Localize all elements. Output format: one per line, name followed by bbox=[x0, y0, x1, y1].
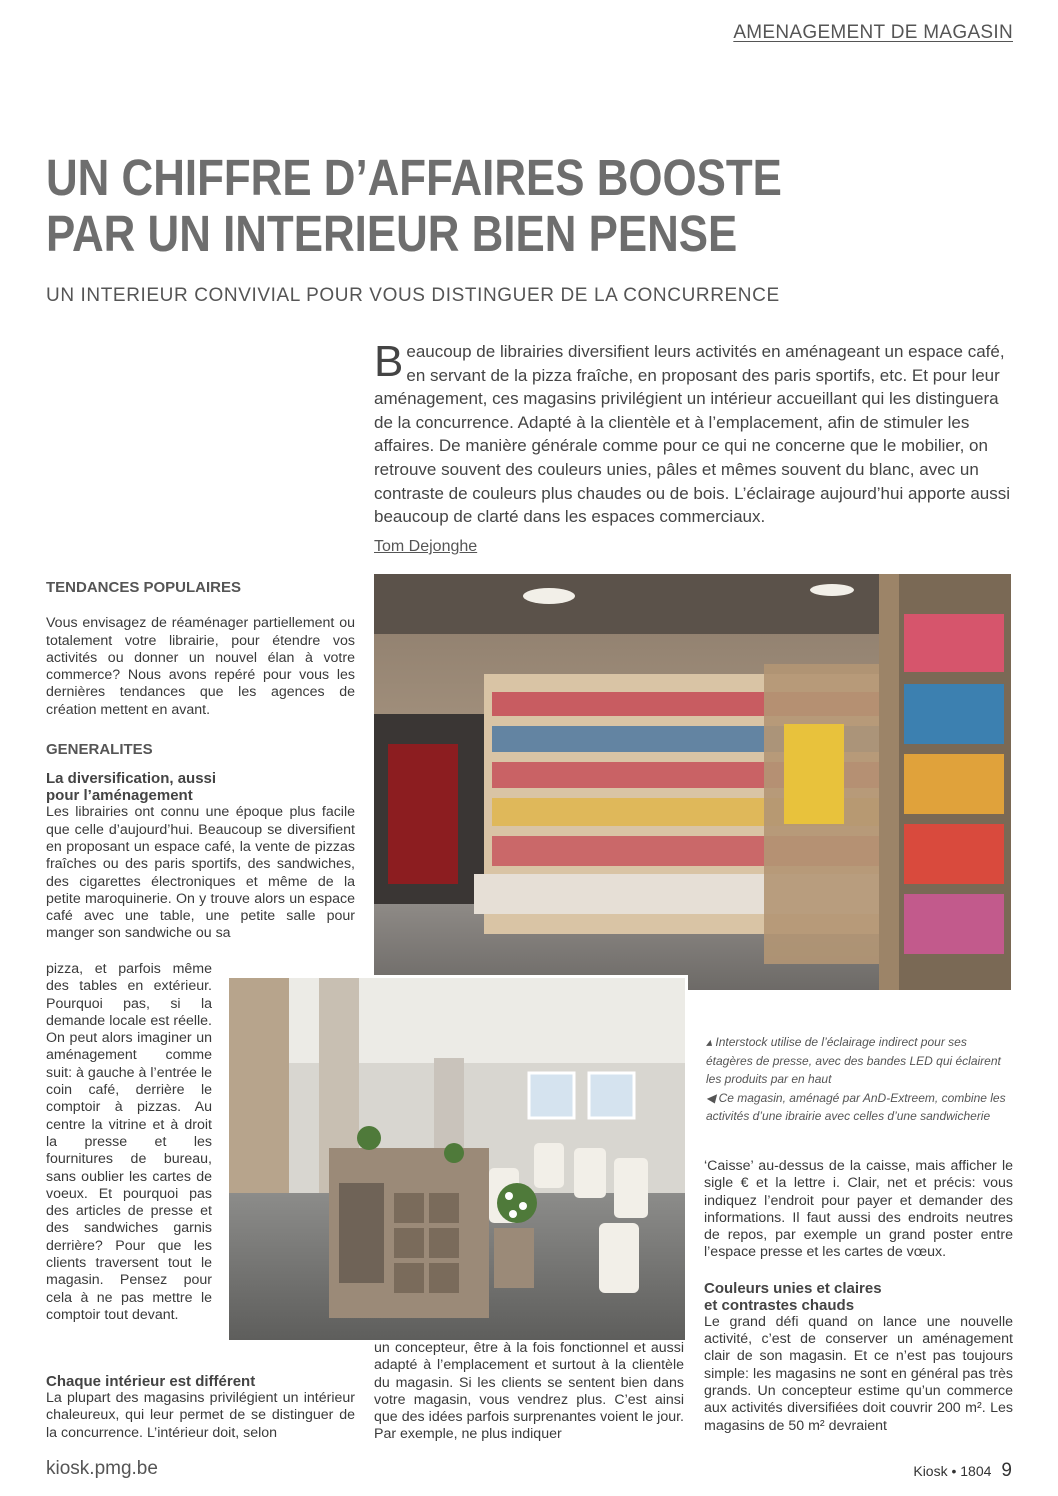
title-line-2: PAR UN INTERIEUR BIEN PENSE bbox=[46, 205, 738, 262]
heading-generalites: GENERALITES bbox=[46, 741, 153, 759]
paragraph-diversification: Les librairies ont connu une époque plus facile que celle d’aujourd’hui. Beaucoup se diversifient en proposant un espace café, la vente de pizzas fraîches ou des paris sportifs, des sandwiches, des cigarettes électroniques et même de la petite maroquinerie. On y trouve alors un espace café avec une table, une petite salle pour manger son sandwiche ou sa bbox=[46, 804, 355, 942]
paragraph-caisse: ‘Caisse’ au-dessus de la caisse, mais afficher le sigle € et la lettre i. Clair, net et précis: vous indiquez l’endroit pour payer et demander des informations. Il faut aussi des endroits neutres de repos, par exemple un grand poster entre l’espace presse et les cartes de vœux. bbox=[704, 1158, 1013, 1261]
footer-website: kiosk.pmg.be bbox=[46, 1458, 158, 1479]
footer-issue bbox=[913, 1460, 1012, 1482]
intro-text: eaucoup de librairies diversifient leurs activités en aménageant un espace café, en servant de la pizza fraîche, en proposant des paris sportifs, etc. Et pour leur aménagement, ces magasins privilégient un intérieur accueillant qui les distinguera de la concurrence. Adapté à la clientèle et à l’emplacement, afin de stimuler les affaires. De manière générale comme pour ce qui ne concerne que le mobilier, on retrouve souvent des couleurs unies, pâles et mêmes souvent du blanc, avec un contraste de couleurs plus chaudes ou de bois. L’éclairage aujourd’hui apporte aussi beaucoup de clarté dans les espaces commerciaux. bbox=[374, 342, 1011, 527]
subheading-diversification: La diversification, aussi pour l’aménagement bbox=[46, 770, 217, 805]
subheading-couleurs: Couleurs unies et claires et contrastes chauds bbox=[704, 1279, 882, 1314]
section-label: AMENAGEMENT DE MAGASIN bbox=[733, 22, 1013, 43]
photo-cafe-interior bbox=[229, 975, 688, 1340]
photo-press-shelves bbox=[374, 574, 1011, 990]
left-column-upper bbox=[46, 579, 355, 943]
paragraph-concepteur: un concepteur, être à la fois fonctionnel et aussi adapté à l’emplacement et surtout à la clientèle du magasin. Si les clients se sentent bien dans votre magasin, vous vendrez plus. C’est ainsi que des idées parfois surprenantes voient le jour. Par exemple, ne plus indiquer bbox=[374, 1340, 684, 1443]
author-byline: Tom Dejonghe bbox=[374, 538, 478, 555]
photo-captions bbox=[706, 1033, 1006, 1126]
caption-cafe-interior: ◀ Ce magasin, aménagé par AnD-Extreem, combine les activités d’une ibrairie avec celles d’une sandwicherie bbox=[706, 1090, 1006, 1123]
left-column-bottom bbox=[46, 1373, 355, 1442]
right-column bbox=[704, 1158, 1013, 1435]
triangle-left-icon: ◀ bbox=[706, 1090, 716, 1105]
subtitle: UN INTERIEUR CONVIVIAL POUR VOUS DISTINGUER DE LA CONCURRENCE bbox=[46, 285, 780, 306]
press-shelves-image bbox=[374, 574, 1011, 990]
issue-label: Kiosk • 1804 bbox=[913, 1463, 992, 1479]
title-line-1: UN CHIFFRE D’AFFAIRES BOOSTE bbox=[46, 149, 782, 206]
intro-paragraph bbox=[374, 337, 1014, 529]
drop-cap: B bbox=[374, 337, 404, 386]
caption-press-shelves: ▴ Interstock utilise de l’éclairage indirect pour ses étagères de presse, avec des bandes LED qui éclairent les produits par en haut bbox=[706, 1035, 1001, 1086]
paragraph-chaque-interieur: La plupart des magasins privilégient un intérieur chaleureux, qui leur permet de se distinguer de la concurrence. L’intérieur doit, selon bbox=[46, 1390, 355, 1441]
middle-column bbox=[374, 1340, 684, 1444]
paragraph-amenagement: pizza, et parfois même des tables en extérieur. Pourquoi pas, si la demande locale est réelle. On peut alors imaginer un aménagement comme suit: à gauche à l’entrée le coin café, derrière le comptoir à pizzas. Au centre la vitrine et à droit la presse et les fournitures de bureau, sans oublier les cartes de voeux. Et pourquoi pas des articles de presse et des sandwiches garnis derrière? Pour que les clients traversent tout le magasin. Pensez pour cela à ne pas mettre le comptoir tout devant. bbox=[46, 961, 212, 1323]
heading-tendances: TENDANCES POPULAIRES bbox=[46, 579, 242, 596]
left-column-narrow bbox=[46, 961, 212, 1324]
page-number: 9 bbox=[1001, 1460, 1012, 1481]
paragraph-intro-tendances: Vous envisagez de réaménager partiellement ou totalement votre librairie, pour étendre vos activités ou donner un nouvel élan à votre commerce? Nous avons repéré pour vous les dernières tendances que les agences de création mettent en avant. bbox=[46, 615, 355, 718]
cafe-interior-image bbox=[229, 978, 685, 1340]
subheading-chaque-interieur: Chaque intérieur est différent bbox=[46, 1373, 256, 1390]
triangle-up-icon: ▴ bbox=[706, 1035, 713, 1049]
page-title bbox=[46, 150, 820, 262]
paragraph-couleurs: Le grand défi quand on lance une nouvelle activité, c’est de conserver un aménagement clair de son magasin. Et ce n’est pas toujours simple: les magasins ne sont en général pas très grands. Un concepteur estime qu’un commerce aux activités diversifiées doit couvrir 200 m². Les magasins de 50 m² devraient bbox=[704, 1313, 1013, 1434]
